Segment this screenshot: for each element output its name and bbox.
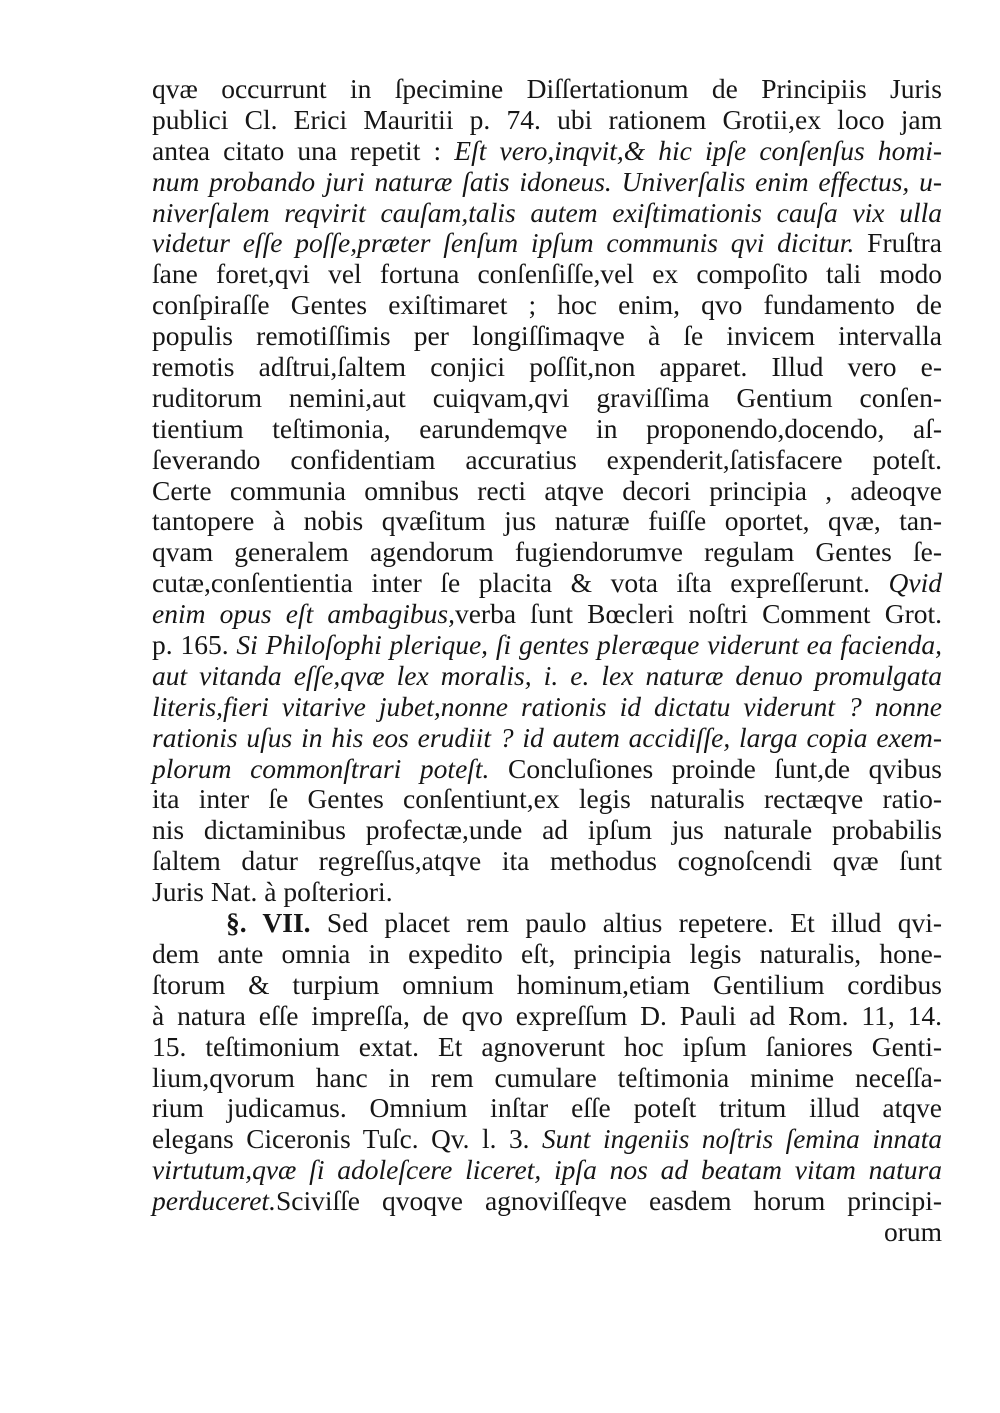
italic-text: Si Philoſophi plerique, ſi gentes pleræque viderunt ea facienda, xyxy=(236,629,942,661)
text-line xyxy=(152,599,942,630)
text-run: p. 165. xyxy=(152,629,237,661)
text-run: publici Cl. Erici Mauritii p. 74. ubi rationem Grotii,ex loco jam xyxy=(152,103,942,135)
text-run: Sciviſſe qvoqve agnoviſſeqve easdem horum principi- xyxy=(275,1185,942,1217)
text-line xyxy=(152,321,942,352)
text-run: dem ante omnia in expedito eſt, principia legis naturalis, hone- xyxy=(152,937,942,969)
text-run: à natura eſſe impreſſa, de qvo expreſſum D. Pauli ad Rom. 11, 14. xyxy=(152,999,942,1031)
text-line xyxy=(152,259,942,290)
text-line xyxy=(152,630,942,661)
text-run: lium,qvorum hanc in rem cumulare teſtimonia minime neceſſa- xyxy=(152,1061,942,1093)
text-line xyxy=(152,1093,942,1124)
body-text xyxy=(152,74,942,1248)
text-run: qvam generalem agendorum fugiendorumve regulam Gentes ſe- xyxy=(152,536,942,568)
text-line xyxy=(152,167,942,198)
text-run: elegans Ciceronis Tuſc. Qv. l. 3. xyxy=(152,1124,543,1155)
text-line xyxy=(152,846,942,877)
text-run: antea citato una repetit : xyxy=(152,134,455,166)
text-line xyxy=(152,1186,942,1217)
italic-text: niverſalem reqvirit cauſam,talis autem exiſtimationis cauſa vix ulla xyxy=(152,196,942,228)
text-run: 15. teſtimonium extat. Et agnoverunt hoc ipſum ſaniores Genti- xyxy=(152,1030,942,1062)
text-line xyxy=(152,105,942,136)
text-run: conſpiraſſe Gentes exiſtimaret ; hoc enim, qvo fundamento de xyxy=(152,289,942,321)
document-page xyxy=(152,74,942,1364)
text-line xyxy=(152,506,942,537)
text-run: populis remotiſſimis per longiſſimaqve à ſe invicem intervalla xyxy=(152,320,942,352)
text-line xyxy=(152,970,942,1001)
text-run: tientium teſtimonia, earundemqve in proponendo,docendo, aſ- xyxy=(152,412,942,444)
text-line xyxy=(152,754,942,785)
text-line xyxy=(152,692,942,723)
text-run: ſane foret,qvi vel fortuna conſenſiſſe,vel ex compoſito tali modo xyxy=(152,258,942,290)
text-line xyxy=(152,383,942,414)
text-run: ſeverando confidentiam accuratius expenderit,ſatisfacere poteſt. xyxy=(152,443,942,475)
text-run: Juris Nat. à poſteriori. xyxy=(152,876,393,908)
text-run: orum xyxy=(883,1215,942,1247)
text-line xyxy=(152,1001,942,1032)
text-run: tantopere à nobis qvæſitum jus naturæ fuiſſe oportet, qvæ, tan- xyxy=(152,505,942,537)
italic-text: Qvid xyxy=(888,567,942,599)
italic-text: num probando juri naturæ ſatis idoneus. Univerſalis enim effectus, u- xyxy=(152,165,942,197)
italic-text: enim opus eſt ambagibus, xyxy=(152,598,455,630)
text-line xyxy=(152,198,942,229)
text-run: remotis adſtrui,ſaltem conjici poſſit,non apparet. Illud vero e- xyxy=(152,351,942,383)
text-line xyxy=(152,228,942,259)
text-line xyxy=(152,723,942,754)
text-line xyxy=(152,661,942,692)
text-run: rium judicamus. Omnium inſtar eſſe poteſt tritum illud atqve xyxy=(152,1092,942,1124)
text-run: ſtorum & turpium omnium hominum,etiam Gentilium cordibus xyxy=(152,968,942,1000)
section-number: §. VII. xyxy=(226,907,311,939)
text-line xyxy=(152,537,942,568)
text-line xyxy=(152,1155,942,1186)
text-line xyxy=(152,784,942,815)
text-line xyxy=(152,1124,942,1155)
text-line xyxy=(152,445,942,476)
text-line xyxy=(152,1063,942,1094)
text-line xyxy=(152,568,942,599)
italic-text: aut vitanda eſſe,qvæ lex moralis, i. e. lex naturæ denuo promulgata xyxy=(152,659,942,691)
text-line xyxy=(152,939,942,970)
italic-text: virtutum,qvæ ſi adoleſcere liceret, ipſa nos ad beatam vitam natura xyxy=(152,1154,942,1186)
text-line xyxy=(152,136,942,167)
italic-text: Eſt vero,inqvit,& hic ipſe conſenſus homi- xyxy=(454,134,942,166)
text-run: nis dictaminibus profectæ,unde ad ipſum jus naturale probabilis xyxy=(152,814,942,846)
text-run: cutæ,conſentientia inter ſe placita & vota iſta expreſſerunt. xyxy=(152,567,889,599)
text-line xyxy=(152,877,942,908)
text-run: Concluſiones proinde ſunt,de qvibus xyxy=(489,752,942,784)
italic-text: perduceret. xyxy=(152,1185,276,1217)
text-run: Certe communia omnibus recti atqve decori principia , adeoqve xyxy=(152,474,942,506)
text-line xyxy=(152,476,942,507)
text-run: Fruſtra xyxy=(854,227,942,259)
text-run: qvæ occurrunt in ſpecimine Diſſertationum de Principiis Juris xyxy=(152,73,942,104)
italic-text: plorum commonſtrari poteſt. xyxy=(152,752,490,784)
text-line xyxy=(152,74,942,105)
text-line xyxy=(152,815,942,846)
text-line xyxy=(152,908,942,939)
text-line xyxy=(152,352,942,383)
italic-text: Sunt ingeniis noſtris ſemina innata xyxy=(542,1124,942,1155)
text-run: ita inter ſe Gentes conſentiunt,ex legis naturalis rectæqve ratio- xyxy=(152,783,942,815)
text-line xyxy=(152,414,942,445)
text-run: ſaltem datur regreſſus,atqve ita methodus cognoſcendi qvæ ſunt xyxy=(152,845,942,877)
text-run: ruditorum nemini,aut cuiqvam,qvi graviſſima Gentium conſen- xyxy=(152,381,942,413)
text-line xyxy=(152,1217,942,1248)
text-run: Sed placet rem paulo altius repetere. Et illud qvi- xyxy=(310,907,942,939)
text-line xyxy=(152,1032,942,1063)
italic-text: literis,fieri vitarive jubet,nonne rationis id dictatu viderunt ? nonne xyxy=(152,690,942,722)
text-line xyxy=(152,290,942,321)
italic-text: rationis uſus in his eos erudiit ? id autem accidiſſe, larga copia exem- xyxy=(152,721,942,753)
italic-text: videtur eſſe poſſe,præter ſenſum ipſum communis qvi dicitur. xyxy=(152,227,855,259)
text-run: verba ſunt Bœcleri noſtri Comment Grot. xyxy=(454,598,942,630)
